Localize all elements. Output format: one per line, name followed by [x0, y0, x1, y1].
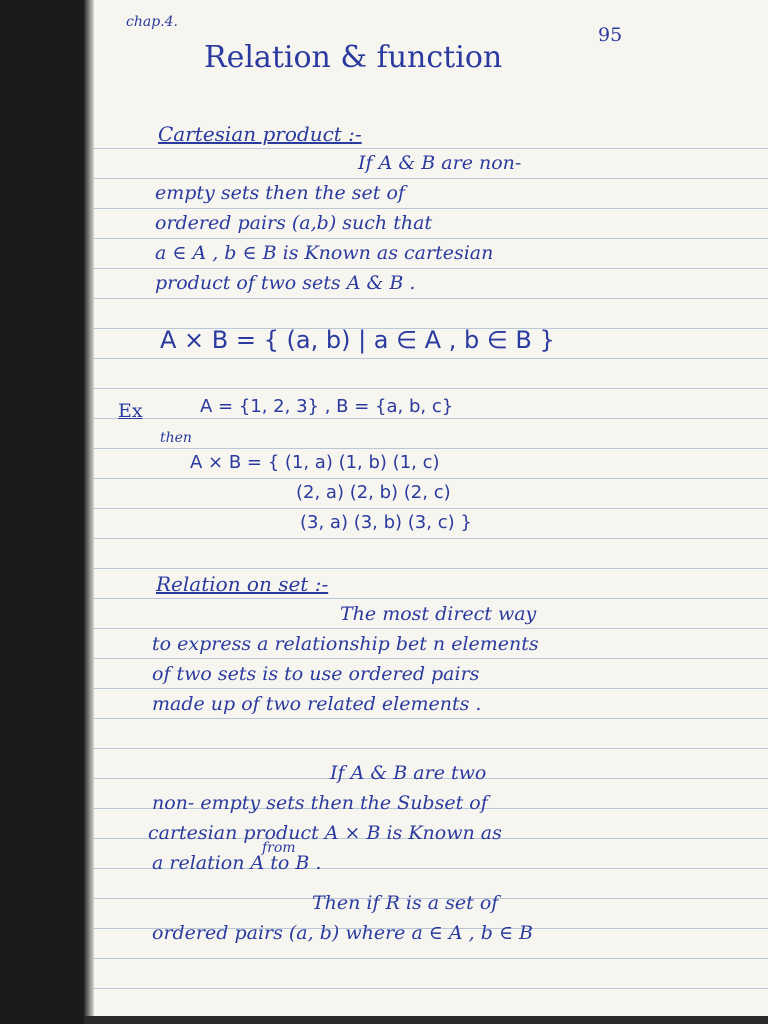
from-annotation: from [262, 840, 296, 856]
cartesian-line-1: If A & B are non- [358, 152, 522, 174]
relation-line-5: If A & B are two [330, 762, 487, 784]
example-row-2: (2, a) (2, b) (2, c) [296, 482, 451, 503]
relation-line-10: ordered pairs (a, b) where a ∈ A , b ∈ B [152, 922, 534, 944]
relation-line-9: Then if R is a set of [312, 892, 499, 914]
cartesian-line-3: ordered pairs (a,b) such that [155, 212, 433, 234]
notebook-spine [84, 0, 94, 1024]
cartesian-line-5: product of two sets A & B . [155, 272, 416, 294]
example-label: Ex [118, 400, 143, 422]
relation-line-7: cartesian product A × B is Known as [148, 822, 502, 844]
relation-line-3: of two sets is to use ordered pairs [152, 663, 480, 685]
example-row-1: A × B = { (1, a) (1, b) (1, c) [190, 452, 440, 473]
relation-line-2: to express a relationship bet n elements [152, 633, 539, 655]
relation-line-8: a relation A to B . [152, 852, 322, 874]
cartesian-formula: A × B = { (a, b) | a ∈ A , b ∈ B } [160, 326, 555, 354]
cartesian-line-2: empty sets then the set of [155, 182, 405, 204]
example-given: A = {1, 2, 3} , B = {a, b, c} [200, 396, 454, 417]
chapter-label: chap.4. [126, 14, 178, 30]
page-number: 95 [598, 24, 623, 46]
relation-line-6: non- empty sets then the Subset of [152, 792, 488, 814]
relation-heading: Relation on set :- [156, 572, 329, 596]
page-bottom-edge [84, 1016, 768, 1024]
cartesian-line-4: a ∈ A , b ∈ B is Known as cartesian [155, 242, 494, 264]
example-then: then [160, 430, 192, 446]
example-row-3: (3, a) (3, b) (3, c) } [300, 512, 472, 533]
page-title: Relation & function [204, 40, 503, 75]
relation-line-1: The most direct way [340, 603, 537, 625]
cartesian-heading: Cartesian product :- [158, 122, 362, 146]
relation-line-4: made up of two related elements . [152, 693, 482, 715]
